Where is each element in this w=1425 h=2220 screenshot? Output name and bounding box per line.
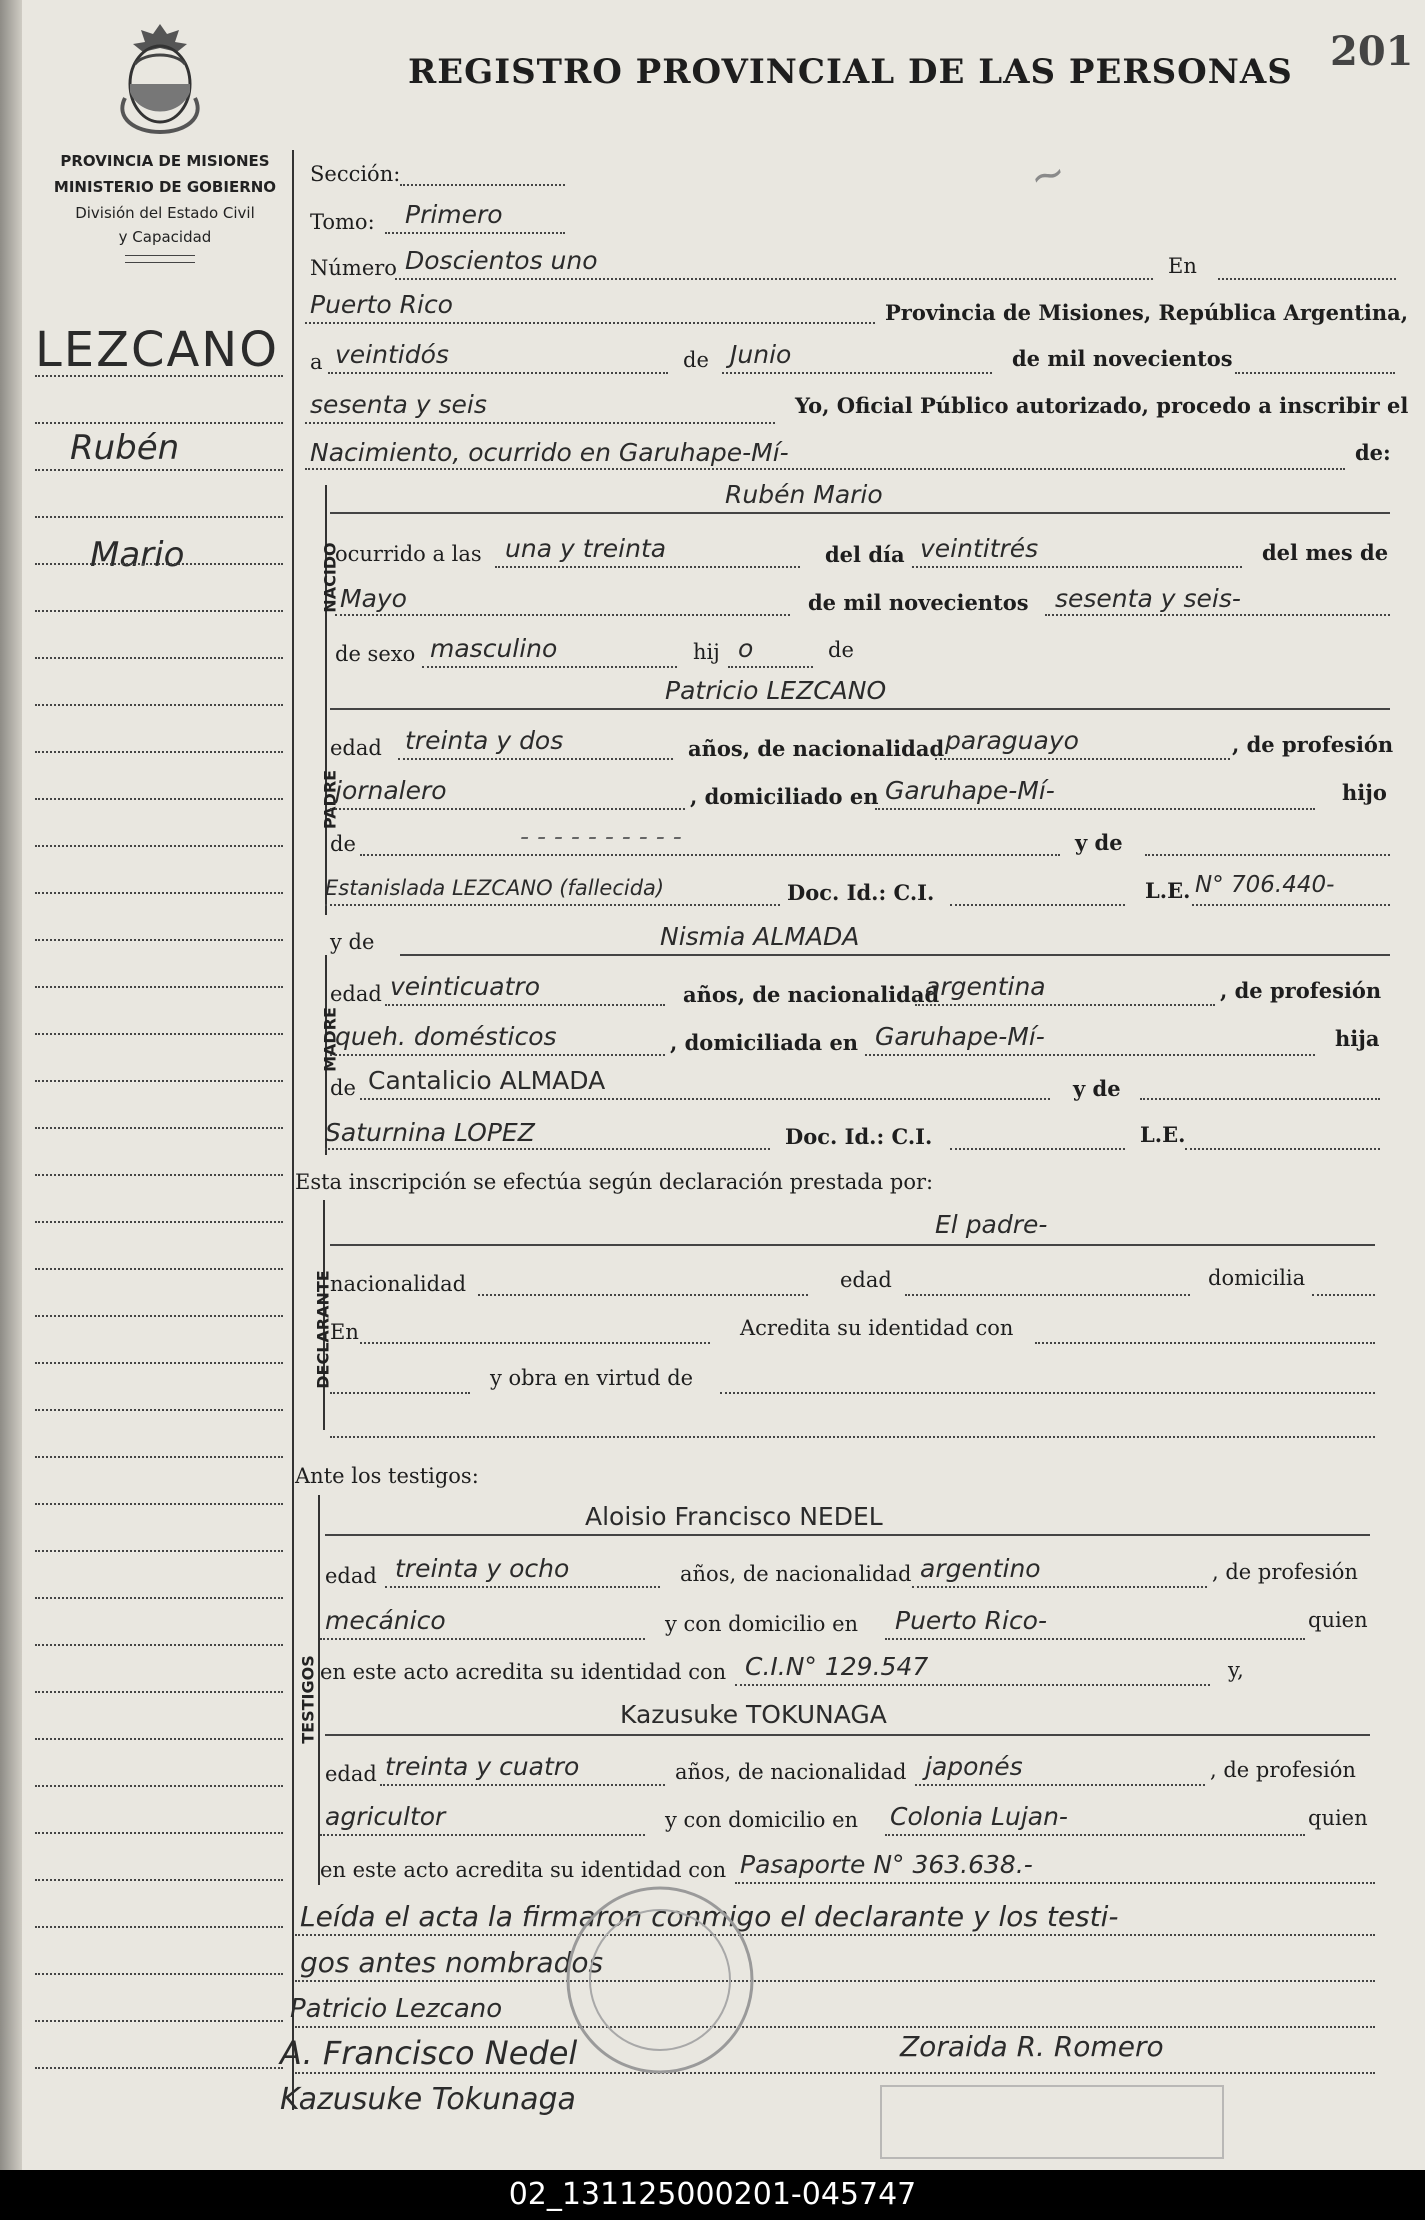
line-hij bbox=[728, 666, 813, 668]
label-acredita: Acredita su identidad con bbox=[740, 1316, 1014, 1340]
label-padre-doc: Doc. Id.: C.I. bbox=[787, 880, 935, 905]
line-t2-dom bbox=[885, 1834, 1305, 1836]
label-madre-y-de: y de bbox=[330, 930, 375, 954]
value-madre-padre: Cantalicio ALMADA bbox=[368, 1066, 606, 1095]
label-ocurrido: ocurrido a las bbox=[335, 542, 482, 566]
line-t1-dom bbox=[885, 1638, 1305, 1640]
margin-ruled-line bbox=[35, 1832, 283, 1834]
org-underline bbox=[125, 262, 195, 263]
margin-name-1: Rubén bbox=[70, 428, 180, 468]
margin-ruled-line bbox=[35, 375, 283, 377]
margin-ruled-line bbox=[35, 1597, 283, 1599]
line-t1-nac bbox=[912, 1586, 1207, 1588]
margin-ruled-line bbox=[35, 1503, 283, 1505]
label-del-dia: del día bbox=[825, 542, 905, 567]
value-anio-nac: sesenta y seis- bbox=[1055, 584, 1241, 613]
margin-ruled-line bbox=[35, 704, 283, 706]
line-padre-y-de bbox=[1145, 854, 1390, 856]
line-dia-nac bbox=[912, 566, 1242, 568]
value-padre-abuela: Estanislada LEZCANO (fallecida) bbox=[325, 876, 665, 900]
margin-ruled-line bbox=[35, 1550, 283, 1552]
label-t2-edad: edad bbox=[325, 1762, 377, 1786]
line-sexo bbox=[422, 666, 677, 668]
line-testigo2 bbox=[325, 1734, 1370, 1736]
signature-testigo2: Kazusuke Tokunaga bbox=[280, 2082, 576, 2117]
section-label-testigos: TESTIGOS bbox=[298, 1655, 318, 1744]
label-en: En bbox=[1168, 254, 1197, 278]
label-madre-doc: Doc. Id.: C.I. bbox=[785, 1124, 933, 1149]
label-a: a bbox=[310, 350, 323, 374]
margin-ruled-line bbox=[35, 1973, 283, 1975]
signature-testigo1: A. Francisco Nedel bbox=[280, 2034, 578, 2072]
line-tomo bbox=[385, 232, 565, 234]
margin-ruled-line bbox=[35, 845, 283, 847]
value-lugar: Puerto Rico bbox=[310, 290, 453, 319]
line-padre-edad bbox=[398, 758, 673, 760]
line-anio bbox=[305, 422, 775, 424]
label-numero: Número bbox=[310, 256, 397, 280]
value-nombre: Rubén Mario bbox=[725, 480, 883, 509]
line-decl-dom bbox=[1312, 1294, 1375, 1296]
label-de-padres: de bbox=[828, 638, 854, 662]
line-madre-y-de bbox=[1140, 1098, 1380, 1100]
line-en bbox=[1218, 278, 1396, 280]
line-padre-nac bbox=[935, 758, 1230, 760]
label-hija: hija bbox=[1335, 1026, 1380, 1051]
label-padre-nac: años, de nacionalidad bbox=[688, 736, 945, 761]
margin-ruled-line bbox=[35, 563, 283, 565]
line-mil bbox=[1235, 372, 1395, 374]
line-numero bbox=[395, 278, 1153, 280]
margin-surname: LEZCANO bbox=[35, 322, 279, 378]
coat-of-arms-icon bbox=[115, 18, 205, 138]
label-decl-edad: edad bbox=[840, 1268, 892, 1292]
label-t1-dom: y con domicilio en bbox=[665, 1612, 859, 1636]
value-t1-prof: mecánico bbox=[325, 1606, 446, 1635]
line-decl-acredita bbox=[1035, 1342, 1375, 1344]
line-decl-nac bbox=[478, 1294, 808, 1296]
line-nombre bbox=[330, 512, 1390, 514]
line-t2-prof bbox=[320, 1834, 645, 1836]
line-hora bbox=[495, 566, 800, 568]
value-declarante: El padre- bbox=[935, 1210, 1048, 1239]
value-madre-madre: Saturnina LOPEZ bbox=[325, 1118, 535, 1147]
oficial-stamp bbox=[880, 2085, 1224, 2159]
value-padre-edad: treinta y dos bbox=[405, 726, 564, 755]
margin-ruled-line bbox=[35, 1080, 283, 1082]
section-label-madre: MADRE bbox=[320, 1007, 340, 1072]
line-t1-edad bbox=[385, 1586, 660, 1588]
label-t2-nac: años, de nacionalidad bbox=[675, 1760, 907, 1784]
value-padre-le: N° 706.440- bbox=[1195, 872, 1335, 898]
value-madre-dom: Garuhape-Mí- bbox=[875, 1022, 1045, 1051]
margin-ruled-line bbox=[35, 1456, 283, 1458]
margin-ruled-line bbox=[35, 1127, 283, 1129]
line-madre-padre bbox=[360, 1098, 1050, 1100]
margin-ruled-line bbox=[35, 657, 283, 659]
margin-ruled-line bbox=[35, 469, 283, 471]
line-mes-nac bbox=[335, 614, 790, 616]
margin-divider bbox=[292, 150, 294, 2110]
margin-ruled-line bbox=[35, 798, 283, 800]
value-acto: Nacimiento, ocurrido en Garuhape-Mí- bbox=[310, 438, 789, 467]
value-madre-nac: argentina bbox=[925, 972, 1046, 1001]
value-mes-nac: Mayo bbox=[340, 584, 407, 613]
margin-ruled-line bbox=[35, 1738, 283, 1740]
line-seccion bbox=[400, 184, 565, 186]
value-numero: Doscientos uno bbox=[405, 246, 598, 275]
page-number: 201 bbox=[1330, 28, 1414, 75]
margin-ruled-line bbox=[35, 1691, 283, 1693]
value-sexo: masculino bbox=[430, 634, 558, 663]
label-t2-dom: y con domicilio en bbox=[665, 1808, 859, 1832]
line-decl-edad bbox=[905, 1294, 1190, 1296]
label-t1-quien: quien bbox=[1308, 1608, 1368, 1632]
label-t1-prof: , de profesión bbox=[1212, 1560, 1358, 1584]
label-testigos: Ante los testigos: bbox=[295, 1464, 479, 1488]
margin-ruled-line bbox=[35, 1879, 283, 1881]
org-line-2: MINISTERIO DE GOBIERNO bbox=[53, 178, 277, 196]
label-madre-le: L.E. bbox=[1140, 1122, 1186, 1147]
label-madre-de: de bbox=[330, 1076, 356, 1100]
label-padre-le: L.E. bbox=[1145, 878, 1191, 903]
label-domiciliado: , domiciliado en bbox=[690, 784, 879, 809]
line-t2-doc bbox=[735, 1882, 1375, 1884]
value-padre-dom: Garuhape-Mí- bbox=[885, 776, 1055, 805]
line-padre-abuela bbox=[325, 904, 780, 906]
line-padre bbox=[330, 708, 1390, 710]
margin-ruled-line bbox=[35, 1033, 283, 1035]
footer-code: 02_131125000201-045747 bbox=[0, 2170, 1425, 2220]
org-line-4: y Capacidad bbox=[118, 228, 212, 246]
line-decl-obra-pre bbox=[330, 1392, 470, 1394]
line-firma-1 bbox=[295, 2026, 1375, 2028]
closing-line-1: Leída el acta la firmaron conmigo el declarante y los testi- bbox=[300, 1900, 1119, 1933]
section-bar-testigos bbox=[318, 1495, 320, 1885]
label-nacionalidad: nacionalidad bbox=[330, 1272, 467, 1296]
line-padre-de bbox=[360, 854, 1060, 856]
margin-ruled-line bbox=[35, 939, 283, 941]
label-t2-prof: , de profesión bbox=[1210, 1758, 1356, 1782]
margin-ruled-line bbox=[35, 751, 283, 753]
value-dia-nac: veintitrés bbox=[920, 534, 1039, 563]
org-line-3: División del Estado Civil bbox=[75, 204, 255, 222]
page-title: REGISTRO PROVINCIAL DE LAS PERSONAS bbox=[408, 52, 1293, 92]
line-t2-edad bbox=[380, 1784, 665, 1786]
label-madre-nac: años, de nacionalidad bbox=[683, 982, 940, 1007]
label-de-mil-nov: de mil novecientos bbox=[808, 590, 1029, 615]
label-domiciliada: , domiciliada en bbox=[670, 1030, 859, 1055]
label-oficial: Yo, Oficial Público autorizado, procedo a inscribir el bbox=[795, 393, 1409, 418]
margin-ruled-line bbox=[35, 1174, 283, 1176]
value-t2-edad: treinta y cuatro bbox=[385, 1752, 580, 1781]
label-domicilia: domicilia bbox=[1208, 1266, 1306, 1290]
margin-ruled-line bbox=[35, 1409, 283, 1411]
label-t1-y: y, bbox=[1228, 1658, 1244, 1682]
margin-ruled-line bbox=[35, 986, 283, 988]
margin-ruled-line bbox=[35, 2067, 283, 2069]
margin-ruled-line bbox=[35, 1362, 283, 1364]
value-padre-prof: jornalero bbox=[335, 776, 447, 805]
value-madre-edad: veinticuatro bbox=[390, 972, 540, 1001]
line-padre-ci bbox=[950, 904, 1125, 906]
line-dia bbox=[328, 372, 668, 374]
org-line-1: PROVINCIA DE MISIONES bbox=[60, 152, 270, 170]
section-label-declarante: DECLARANTE bbox=[313, 1270, 333, 1389]
margin-ruled-line bbox=[35, 1785, 283, 1787]
section-label-nacido: NACIDO bbox=[320, 542, 340, 613]
signature-oficial: Zoraida R. Romero bbox=[900, 2030, 1164, 2063]
margin-ruled-line bbox=[35, 516, 283, 518]
label-padre-de: de bbox=[330, 832, 356, 856]
value-hij: o bbox=[738, 634, 754, 663]
margin-name-2: Mario bbox=[90, 535, 185, 575]
line-decl-en bbox=[360, 1342, 710, 1344]
label-hij: hij bbox=[693, 640, 720, 664]
label-de-colon: de: bbox=[1355, 440, 1391, 465]
value-testigo2: Kazusuke TOKUNAGA bbox=[620, 1700, 887, 1729]
label-de-mes: de bbox=[683, 348, 709, 372]
margin-ruled-line bbox=[35, 2020, 283, 2022]
value-t2-prof: agricultor bbox=[325, 1802, 446, 1831]
line-madre-le bbox=[1185, 1148, 1380, 1150]
label-tomo: Tomo: bbox=[310, 210, 375, 234]
line-madre-ci bbox=[950, 1148, 1125, 1150]
official-seal-icon bbox=[560, 1880, 760, 2080]
value-madre-prof: queh. domésticos bbox=[335, 1022, 557, 1051]
label-provincia: Provincia de Misiones, República Argentina, bbox=[885, 300, 1409, 325]
value-padre-de: - - - - - - - - - - bbox=[520, 822, 682, 851]
value-t2-dom: Colonia Lujan- bbox=[890, 1802, 1068, 1831]
value-dia: veintidós bbox=[335, 340, 449, 369]
label-sexo: de sexo bbox=[335, 642, 416, 666]
line-acto bbox=[305, 468, 1345, 470]
line-anio-nac bbox=[1045, 614, 1390, 616]
value-tomo: Primero bbox=[405, 200, 503, 229]
value-padre: Patricio LEZCANO bbox=[665, 676, 887, 705]
value-t1-doc: C.I.N° 129.547 bbox=[745, 1652, 929, 1681]
label-padre-edad: edad bbox=[330, 736, 382, 760]
value-padre-nac: paraguayo bbox=[945, 726, 1079, 755]
label-hijo: hijo bbox=[1342, 780, 1387, 805]
label-padre-y-de: y de bbox=[1075, 830, 1123, 855]
line-padre-le bbox=[1192, 904, 1390, 906]
value-mes: Junio bbox=[730, 340, 792, 369]
label-del-mes: del mes de bbox=[1262, 540, 1389, 565]
line-cierre-2 bbox=[295, 1980, 1375, 1982]
value-t2-nac: japonés bbox=[925, 1752, 1023, 1781]
margin-ruled-line bbox=[35, 892, 283, 894]
line-t1-doc bbox=[735, 1684, 1210, 1686]
line-decl-extra bbox=[330, 1436, 1375, 1438]
line-padre-dom bbox=[875, 808, 1315, 810]
margin-ruled-line bbox=[35, 1926, 283, 1928]
org-underline bbox=[125, 255, 195, 256]
value-testigo1: Aloisio Francisco NEDEL bbox=[585, 1502, 883, 1531]
margin-ruled-line bbox=[35, 610, 283, 612]
label-mil-novecientos: de mil novecientos bbox=[1012, 346, 1233, 371]
line-lugar bbox=[305, 322, 875, 324]
margin-ruled-line bbox=[35, 422, 283, 424]
line-firma-2 bbox=[295, 2072, 1375, 2074]
line-t1-prof bbox=[320, 1638, 645, 1640]
margin-ruled-line bbox=[35, 1315, 283, 1317]
line-declarante bbox=[330, 1244, 1375, 1246]
line-padre-prof bbox=[330, 808, 685, 810]
line-madre bbox=[400, 954, 1390, 956]
line-madre-edad bbox=[385, 1004, 665, 1006]
label-t2-quien: quien bbox=[1308, 1806, 1368, 1830]
label-madre-edad: edad bbox=[330, 982, 382, 1006]
margin-ruled-line bbox=[35, 1221, 283, 1223]
line-cierre-1 bbox=[295, 1934, 1375, 1936]
signature-declarante: Patricio Lezcano bbox=[290, 1994, 503, 2024]
paper-edge bbox=[0, 0, 22, 2170]
label-t2-acredita: en este acto acredita su identidad con bbox=[320, 1858, 727, 1882]
line-madre-prof bbox=[330, 1054, 665, 1056]
value-t1-nac: argentino bbox=[920, 1554, 1041, 1583]
closing-line-2: gos antes nombrados bbox=[300, 1946, 604, 1979]
margin-ruled-line bbox=[35, 1268, 283, 1270]
value-madre: Nismia ALMADA bbox=[660, 922, 860, 951]
stamp-signature: ~ bbox=[1024, 146, 1071, 203]
line-madre-madre bbox=[325, 1148, 770, 1150]
line-testigo1 bbox=[325, 1534, 1370, 1536]
value-t1-edad: treinta y ocho bbox=[395, 1554, 570, 1583]
label-obra: y obra en virtud de bbox=[490, 1366, 694, 1390]
label-decl-en: En bbox=[330, 1320, 359, 1344]
line-mes bbox=[722, 372, 992, 374]
label-madre-prof: , de profesión bbox=[1220, 978, 1382, 1003]
value-t2-doc: Pasaporte N° 363.638.- bbox=[740, 1850, 1033, 1879]
line-t2-nac bbox=[915, 1784, 1205, 1786]
label-padre-prof: , de profesión bbox=[1232, 732, 1394, 757]
label-declaracion: Esta inscripción se efectúa según declaración prestada por: bbox=[295, 1170, 934, 1194]
line-madre-nac bbox=[915, 1004, 1215, 1006]
value-hora: una y treinta bbox=[505, 534, 667, 563]
label-t1-edad: edad bbox=[325, 1564, 377, 1588]
margin-ruled-line bbox=[35, 1644, 283, 1646]
value-anio: sesenta y seis bbox=[310, 390, 487, 419]
line-decl-obra bbox=[720, 1392, 1375, 1394]
label-t1-nac: años, de nacionalidad bbox=[680, 1562, 912, 1586]
section-label-padre: PADRE bbox=[320, 769, 340, 830]
label-t1-acredita: en este acto acredita su identidad con bbox=[320, 1660, 727, 1684]
label-madre-y-de2: y de bbox=[1073, 1076, 1121, 1101]
line-madre-dom bbox=[865, 1054, 1315, 1056]
label-seccion: Sección: bbox=[310, 162, 401, 186]
value-t1-dom: Puerto Rico- bbox=[895, 1606, 1048, 1635]
